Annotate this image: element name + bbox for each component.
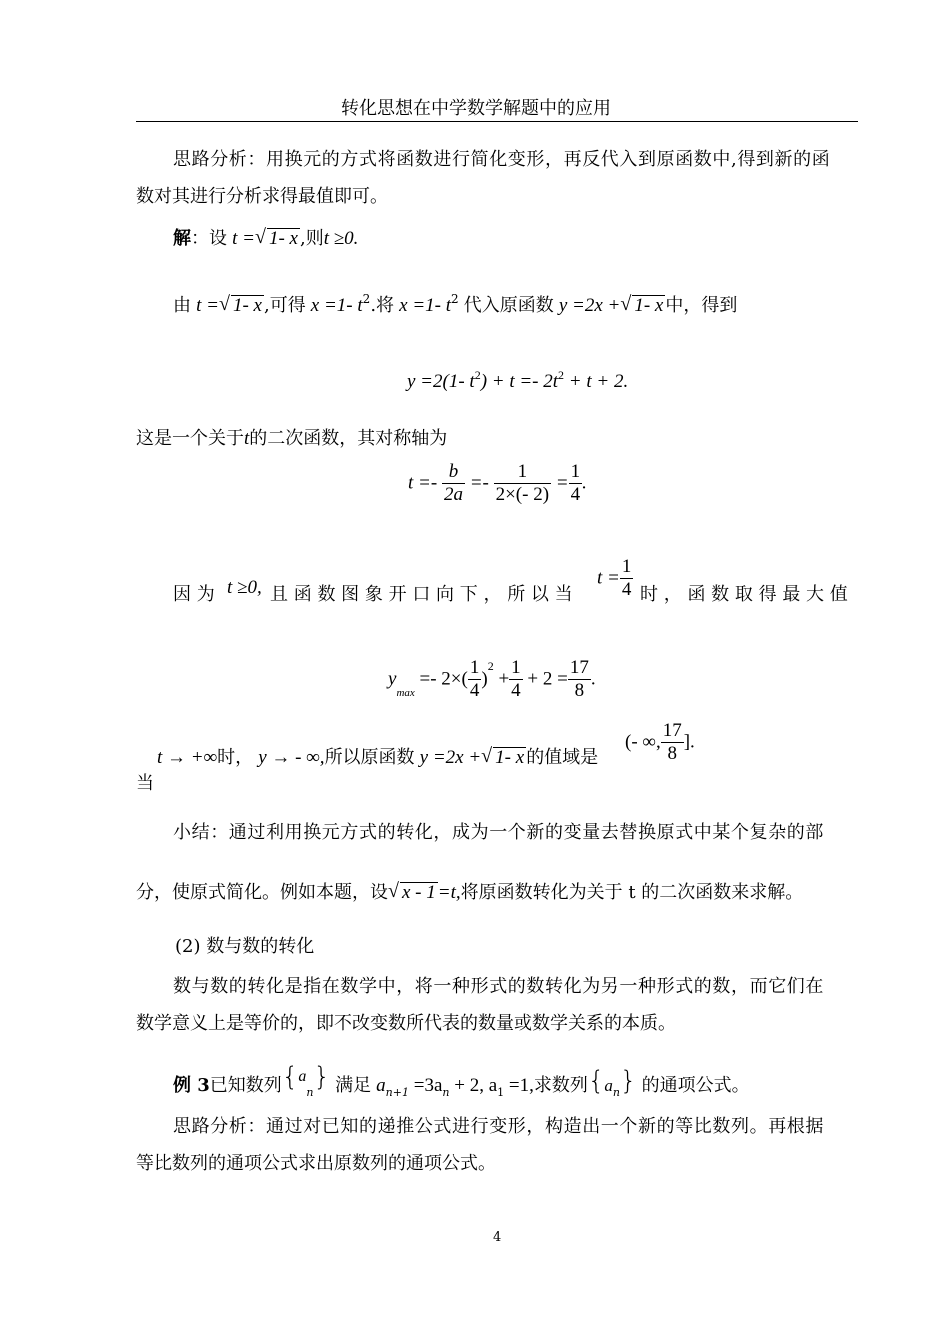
range-a: (- ∞, (625, 731, 661, 753)
y-to-neg-inf: y → - ∞, (258, 747, 325, 768)
yinwei-t-eq (597, 556, 633, 601)
axis-frac-1 (442, 461, 465, 506)
yinwei-frac-num: 1 (621, 556, 632, 577)
rec-c: + 2, a (449, 1075, 498, 1096)
range-frac (661, 720, 684, 765)
summary-b: 将原函数转化为关于 t 的二次函数来求解。 (460, 882, 804, 903)
sqrt-2: √ 1- x (620, 293, 664, 316)
example-3-c: 求数列 (533, 1075, 588, 1096)
ymax-frac-2-den: 4 (511, 680, 521, 702)
summary-sqrt: √ x - 1 (388, 880, 436, 903)
header-rule (136, 121, 858, 122)
example-3-d: 的通项公式。 (641, 1075, 750, 1096)
range-b: ]. (683, 731, 695, 753)
ymax-y: y (388, 668, 397, 690)
kede-text: ,可得 (263, 295, 306, 316)
para-analysis3-line2: 等比数列的通项公式求出原数列的通项公式。 (136, 1153, 496, 1174)
range-frac-num: 17 (662, 720, 682, 741)
quadratic-b: 的二次函数，其对称轴为 (249, 428, 448, 449)
substitution-line (173, 292, 737, 317)
suoyi-text: 所以原函数 (324, 747, 415, 768)
limit-line (157, 747, 598, 769)
eq-y-c: + t + 2. (564, 371, 629, 392)
summary-eq-t: =t, (437, 882, 461, 903)
seq-sub: n (306, 1086, 314, 1099)
axis-frac-3-num: 1 (570, 461, 581, 482)
solution-ze: ,则 (299, 228, 324, 249)
eq-y-b: ) + t =- 2t (480, 371, 559, 392)
shi-text: 时， (217, 747, 254, 768)
ymax-frac-3 (568, 657, 591, 702)
axis-frac-1-den: 2a (443, 484, 463, 505)
para-analysis-line2: 数对其进行分析求得最值即可。 (136, 186, 388, 207)
t-eq: t = (196, 295, 219, 316)
solution-t-eq: t = (232, 228, 255, 249)
brace-open-2: { (587, 1066, 605, 1096)
you-text: 由 (173, 295, 191, 316)
sqrt-3-body: 1- x (495, 747, 525, 768)
quadratic-line (136, 428, 447, 450)
brace-close-1: } (313, 1062, 330, 1092)
yinwei-frac (620, 556, 634, 601)
axis-frac-2-num: 1 (494, 461, 551, 484)
sqrt-1-body: 1- x (232, 295, 262, 316)
axis-frac-2-den: 2×(- 2) (495, 484, 550, 505)
dang-char: 当 (136, 773, 154, 794)
x-eq-2-exp: 2 (451, 292, 459, 306)
ymax-frac-3-den: 8 (574, 680, 585, 702)
quadratic-a: 这是一个关于 (136, 428, 244, 449)
axis-frac-1-num: b (442, 461, 465, 484)
quadratic-t: t (244, 428, 250, 449)
para-analysis3-line1: 思路分析：通过对已知的递推公式进行变形，构造出一个新的等比数列。再根据 (173, 1116, 824, 1137)
axis-eq: = (555, 472, 569, 494)
x-eq: x =1- t (310, 295, 363, 316)
para-number-conversion-line1: 数与数的转化是指在数学中，将一种形式的数转化为另一种形式的数，而它们在 (173, 976, 824, 997)
zhong-text: 中，得到 (665, 295, 738, 316)
eq-y-e2: 2 (558, 368, 565, 382)
rec-b: =3a (408, 1075, 443, 1096)
eq-y-a: y =2(1- t (407, 371, 475, 392)
dairu-text: 代入原函数 (463, 295, 554, 316)
equation-axis (408, 461, 587, 506)
ymax-frac-3-num: 17 (569, 657, 589, 679)
solution-sqrt-body: 1- x (268, 228, 298, 249)
axis-frac-3 (569, 461, 583, 506)
solution-line (173, 228, 358, 250)
rec-sub3: 1 (497, 1086, 505, 1099)
x-eq-2: x =1- t (399, 295, 452, 316)
rec-sub1: n+1 (385, 1086, 409, 1099)
sqrt-1: √ 1- x (218, 293, 262, 316)
ymax-a: =- 2×( (419, 668, 468, 690)
example-3-line (173, 1062, 750, 1099)
seq2-a: a (604, 1076, 613, 1095)
yinwei-b: 且 函 数 图 象 开 口 向 下 ， 所 以 当 (270, 584, 573, 605)
seq2-sub: n (612, 1086, 620, 1099)
eq-y-e1: 2 (474, 368, 481, 382)
axis-mid: =- (469, 472, 489, 494)
axis-lhs: t =- (408, 472, 438, 494)
t-to-inf: t → +∞ (157, 747, 218, 768)
equation-ymax (388, 655, 596, 704)
summary-line1: 小结：通过利用换元方式的转化，成为一个新的变量去替换原式中某个复杂的部 (173, 822, 824, 843)
ymax-exp: 2 (487, 659, 494, 673)
ymax-frac-2-num: 1 (511, 657, 521, 679)
para-analysis-line1: 思路分析：用换元的方式将函数进行简化变形，再反代入到原函数中,得到新的函 (173, 149, 831, 170)
ymax-frac-1 (468, 657, 482, 702)
yinwei-a: 因 为 (173, 584, 215, 605)
ymax-frac-1-den: 4 (469, 680, 480, 702)
summary-sqrt-body: x - 1 (402, 882, 436, 903)
yinwei-t-eq-text: t = (597, 567, 620, 589)
sqrt-2-body: 1- x (634, 295, 664, 316)
y-eq: y =2x + (558, 295, 621, 316)
yinwei-c: 时 ， 函 数 取 得 最 大 值 (640, 584, 848, 605)
range-frac-den: 8 (667, 743, 677, 764)
seq-a: a (298, 1068, 307, 1085)
solution-label: 解 (173, 228, 191, 249)
solution-sqrt: √ 1- x (254, 226, 298, 249)
example-3-a: 已知数列 (209, 1075, 282, 1096)
brace-close-2: } (620, 1066, 637, 1096)
summary-a: 分，使原式简化。例如本题，设 (136, 882, 388, 903)
brace-open-1: { (281, 1062, 299, 1092)
section-2-heading: (2) 数与数的转化 (175, 936, 315, 957)
rec-sub2: n (442, 1086, 450, 1099)
ymax-end: . (590, 668, 596, 690)
solution-she: ：设 (191, 228, 227, 249)
ymax-frac-1-num: 1 (469, 657, 480, 679)
ymax-d: + 2 = (522, 668, 568, 690)
ymax-sub: max (396, 687, 415, 699)
yinwei-cond: t ≥0, (227, 577, 262, 598)
example-3-b: 满足 (335, 1075, 372, 1096)
axis-frac-2 (494, 461, 551, 506)
range-expr (625, 720, 695, 765)
axis-frac-3-den: 4 (570, 484, 581, 505)
summary-line2 (136, 882, 803, 904)
jiang-text: .将 (370, 295, 395, 316)
ymax-frac-2 (509, 657, 523, 702)
example-3-label: 例 3 (173, 1075, 210, 1096)
zhiyu-text: 的值域是 (526, 747, 599, 768)
page-header-title: 转化思想在中学数学解题中的应用 (341, 98, 611, 119)
rec-d: =1, (504, 1075, 534, 1096)
para-number-conversion-line2: 数学意义上是等价的，即不改变数所代表的数量或数学关系的本质。 (136, 1013, 676, 1034)
sqrt-3: √ 1- x (481, 745, 525, 768)
y-eq-3: y =2x + (419, 747, 482, 768)
axis-end: . (582, 472, 587, 494)
yinwei-frac-den: 4 (621, 579, 632, 600)
solution-t-ge0: t ≥0. (323, 228, 359, 249)
equation-y (407, 364, 628, 393)
page-number: 4 (493, 1230, 502, 1245)
rec-a: a (376, 1075, 386, 1096)
x-eq-exp: 2 (362, 292, 371, 306)
ymax-c: + (493, 668, 510, 690)
ymax-b: ) (481, 668, 488, 690)
